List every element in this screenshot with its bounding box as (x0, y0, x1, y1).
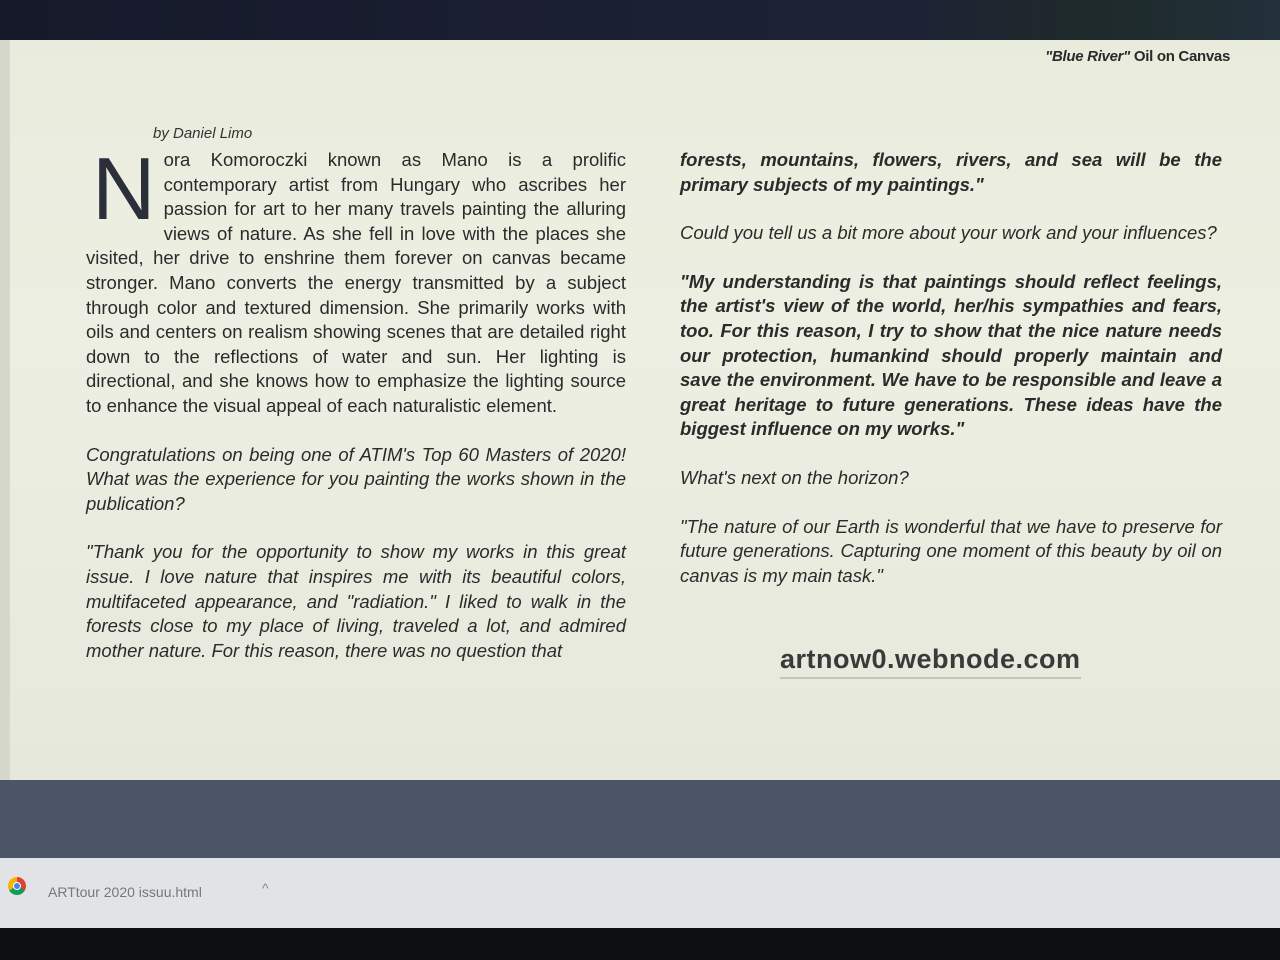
answer-1: "Thank you for the opportunity to show my works in this great issue. I love nature that inspires me with its beautiful colors, multifaceted appearance, and "radiation." I liked to walk in the forests close to my place of living, traveled a lot, and admired mother nature. For this reason, there was no question that (86, 541, 626, 661)
question-1: Congratulations on being one of ATIM's Top 60 Masters of 2020! What was the experience for you painting the works shown in the publication? (86, 443, 626, 514)
byline: by Daniel Limo (153, 125, 253, 142)
page-edge (0, 40, 10, 780)
right-column (680, 148, 1222, 612)
website-url: artnow0.webnode.com (780, 644, 1081, 679)
intro-paragraph (86, 139, 626, 419)
answer-3: "The nature of our Earth is wonderful that we have to preserve for future generations. Capturing one moment of this beauty by oil on canvas is my main task." (680, 515, 1222, 586)
chrome-icon (8, 877, 26, 895)
chevron-up-icon[interactable]: ^ (262, 880, 269, 896)
intro-text: ora Komoroczki known as Mano is a prolific contemporary artist from Hungary who ascribes her passion for art to her many travels painting the alluring views of nature. As she fell in love with the places she visited, her drive to enshrine them forever on canvas became stronger. Mano converts the energy transmitted by a subject through color and textured dimension. She primarily works with oils and centers on realism showing scenes that are detailed right down to the reflections of water and sun. Her lighting is directional, and she knows how to emphasize the lighting source to enhance the visual appeal of each naturalistic element. (86, 149, 626, 416)
screen-bezel (0, 928, 1280, 960)
viewer-bottom-band (0, 780, 1280, 858)
caption-medium: Oil on Canvas (1130, 48, 1230, 65)
answer-2: "My understanding is that paintings should reflect feelings, the artist's view of the world, her/his sympathies and fears, too. For this reason, I try to show that the nice nature needs our protection, humankind should properly maintain and save the environment. We have to be responsible and leave a great heritage to future generations. These ideas have the biggest influence on my works." (680, 270, 1222, 440)
question-2: Could you tell us a bit more about your work and your influences? (680, 222, 1217, 244)
painting-caption (1045, 48, 1230, 65)
answer-1-continued: forests, mountains, flowers, rivers, and sea will be the primary subjects of my paintings." (680, 149, 1222, 195)
download-filename[interactable]: ARTtour 2020 issuu.html (48, 884, 202, 900)
browser-top-bar (0, 0, 1280, 42)
dropcap: N (92, 139, 156, 238)
caption-title: "Blue River" (1045, 48, 1130, 65)
left-column (86, 139, 626, 687)
question-3: What's next on the horizon? (680, 466, 909, 488)
